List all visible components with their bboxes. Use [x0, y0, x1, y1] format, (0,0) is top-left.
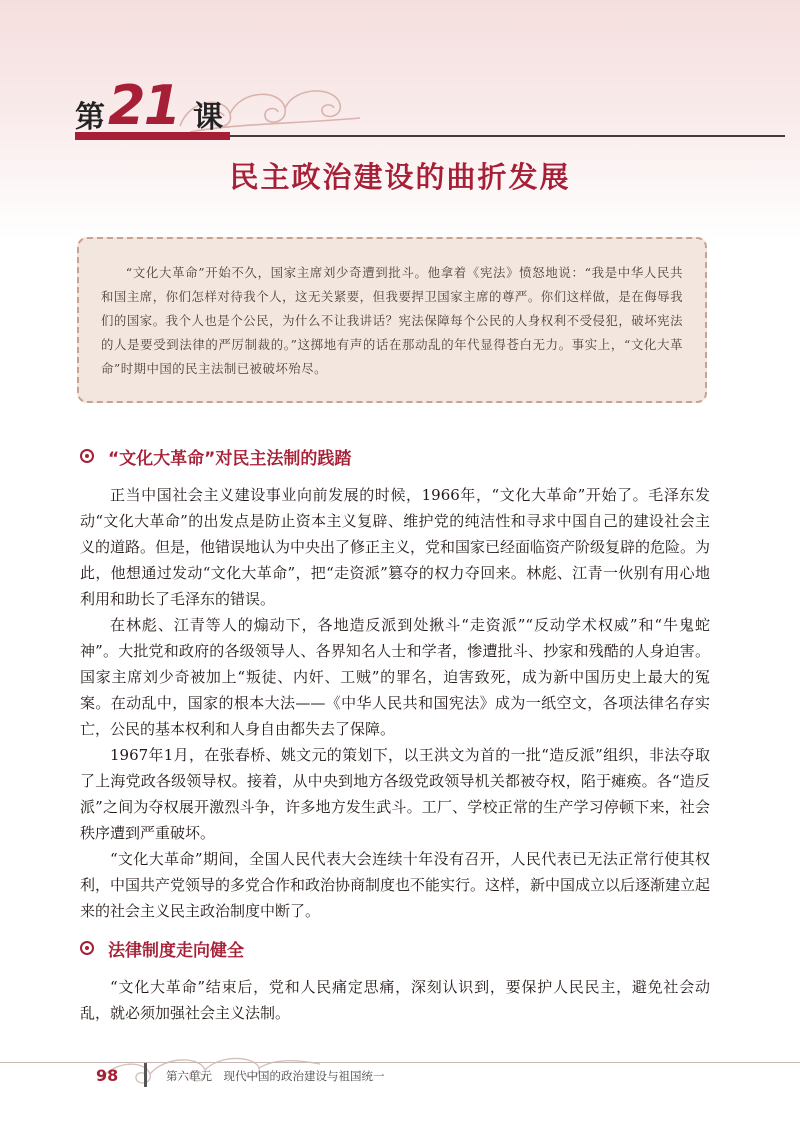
lesson-prefix: 第 [75, 100, 105, 135]
section-heading-2 [80, 936, 720, 962]
bullet-circle-icon [80, 941, 94, 955]
paragraph: 在林彪、江青等人的煽动下，各地造反派到处揪斗“走资派”“反动学术权威”和“牛鬼蛇神”。大批党和政府的各级领导人、各界知名人士和学者，惨遭批斗、抄家和残酷的人身迫害。国家主席刘少奇被加上“叛徒、内奸、工贼”的罪名，迫害致死，成为新中国历史上最大的冤案。在动乱中，国家的根本大法——《中华人民共和国宪法》成为一纸空文，各项法律名存实亡，公民的基本权利和人身自由都失去了保障。 [80, 616, 710, 738]
lesson-header [75, 74, 715, 140]
paragraph: 正当中国社会主义建设事业向前发展的时候，1966年，“文化大革命”开始了。毛泽东发动“文化大革命”的出发点是防止资本主义复辟、维护党的纯洁性和寻求中国自己的建设社会主义的道路。但是，他错误地认为中央出了修正主义，党和国家已经面临资产阶级复辟的危险。为此，他想通过发动“文化大革命”，把“走资派”篡夺的权力夺回来。林彪、江青一伙别有用心地利用和助长了毛泽东的错误。 [80, 486, 711, 608]
footer-unit-title: 第六单元 现代中国的政治建设与祖国统一 [166, 1069, 385, 1083]
lesson-suffix: 课 [193, 100, 223, 135]
lesson-title: 民主政治建设的曲折发展 [229, 160, 571, 194]
paragraph: “文化大革命”结束后，党和人民痛定思痛，深刻认识到，要保护人民民主，避免社会动乱，就必须加强社会主义法制。 [80, 978, 710, 1022]
lesson-rule [230, 135, 785, 137]
paragraph: 1967年1月，在张春桥、姚文元的策划下，以王洪文为首的一批“造反派”组织，非法夺取了上海党政各级领导权。接着，从中央到地方各级党政领导机关都被夺权，陷于瘫痪。各“造反派”之间为夺权展开激烈斗争，许多地方发生武斗。工厂、学校正常的生产学习停顿下来，社会秩序遭到严重破坏。 [80, 746, 710, 842]
intro-box [77, 237, 707, 403]
footer-separator [144, 1063, 147, 1087]
section-heading-text: 法律制度走向健全 [108, 941, 244, 961]
section-heading-text: “文化大革命”对民主法制的践踏 [108, 449, 352, 469]
page-number: 98 [96, 1066, 119, 1085]
section-heading-1 [80, 444, 720, 470]
lesson-number: 21 [108, 74, 180, 137]
intro-text: “文化大革命”开始不久，国家主席刘少奇遭到批斗。他拿着《宪法》愤怒地说：“我是中华人民共和国主席，你们怎样对待我个人，这无关紧要，但我要捍卫国家主席的尊严。你们这样做，是在侮辱我们的国家。我个人也是个公民，为什么不让我讲话？宪法保障每个公民的人身权利不受侵犯，破坏宪法的人是要受到法律的严厉制裁的。”这掷地有声的话在那动乱的年代显得苍白无力。事实上，“文化大革命”时期中国的民主法制已被破坏殆尽。 [101, 265, 683, 376]
bullet-circle-icon [80, 449, 94, 463]
footer-rule [0, 1062, 800, 1063]
paragraph: “文化大革命”期间，全国人民代表大会连续十年没有召开，人民代表已无法正常行使其权利，中国共产党领导的多党合作和政治协商制度也不能实行。这样，新中国成立以后逐渐建立起来的社会主义民主政治制度中断了。 [80, 850, 711, 920]
